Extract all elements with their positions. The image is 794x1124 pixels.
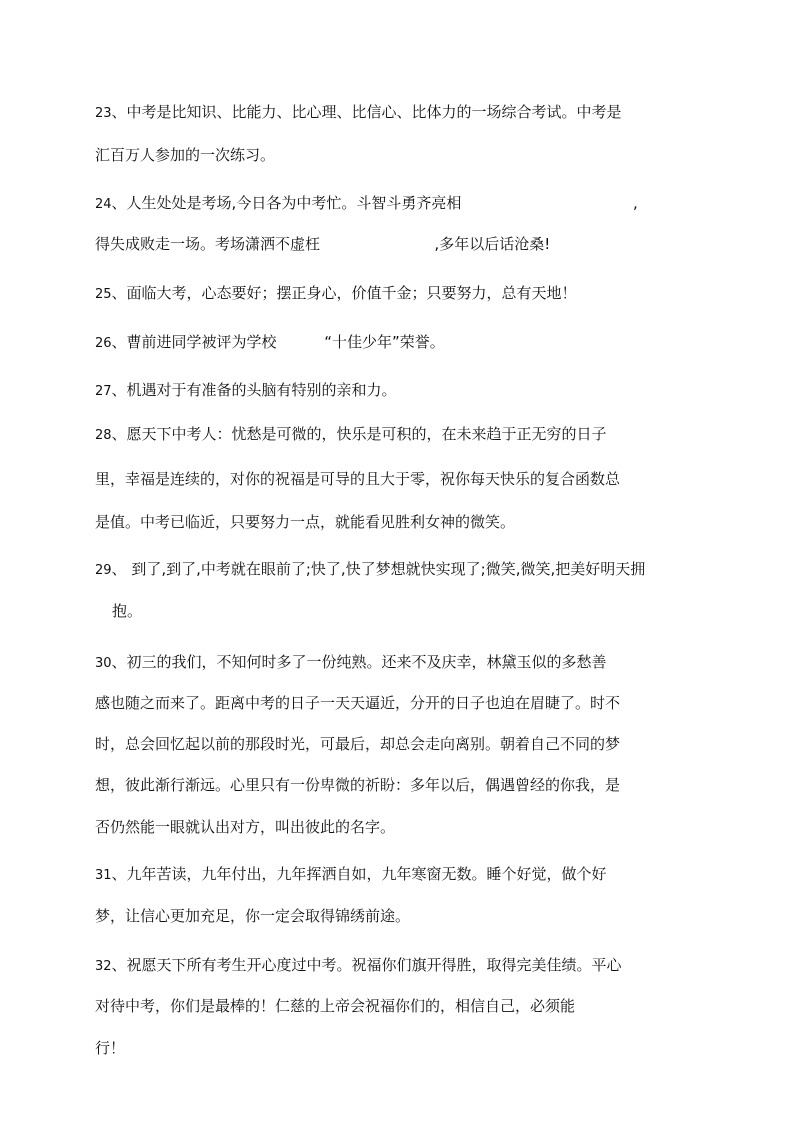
line-text: 对待中考，你们是最棒的！仁慈的上帝会祝福你们的，相信自己，必须能 <box>95 997 576 1015</box>
paragraph-31-line-2 <box>95 906 410 926</box>
line-text: 、九年苦读，九年付出，九年挥洒自如，九年寒窗无数。睡个好觉，做个好 <box>111 865 607 883</box>
line-text: 梦，让信心更加充足，你一定会取得锦绣前途。 <box>95 907 411 925</box>
item-number: 32 <box>95 959 112 974</box>
paragraph-32-line-2 <box>95 996 575 1016</box>
line-text: 、 到了,到了,中考就在眼前了;快了,快了梦想就快实现了;微笑,微笑,把美好明天拥 <box>111 560 646 578</box>
line-text: 感也随之而来了。距离中考的日子一天天逼近，分开的日子也迫在眉睫了。时不 <box>95 694 621 712</box>
paragraph-24-line-2 <box>95 234 550 254</box>
line-text: 、愿天下中考人：忧愁是可微的，快乐是可积的，在未来趋于正无穷的日子 <box>111 425 607 443</box>
paragraph-24-line-1 <box>95 193 638 215</box>
paragraph-27-line-1 <box>95 380 397 402</box>
line-text: 、初三的我们，不知何时多了一份纯熟。还来不及庆幸，林黛玉似的多愁善 <box>111 653 607 671</box>
line-text: 抱。 <box>112 602 143 620</box>
line-text: 想，彼此渐行渐远。心里只有一份卑微的祈盼：多年以后，偶遇曾经的你我，是 <box>95 776 621 794</box>
paragraph-25-line-1 <box>95 283 577 305</box>
paragraph-28-line-3 <box>95 512 515 532</box>
item-number: 24 <box>95 197 112 212</box>
paragraph-30-line-1 <box>95 652 607 674</box>
paragraph-30-line-5 <box>95 817 395 837</box>
item-number: 25 <box>95 287 112 302</box>
line-text: 否仍然能一眼就认出对方，叫出彼此的名字。 <box>95 818 396 836</box>
paragraph-28-line-2 <box>95 469 620 489</box>
line-text: 、人生处处是考场,今日各为中考忙。斗智斗勇齐亮相 , <box>111 194 638 212</box>
item-number: 29 <box>95 563 112 578</box>
paragraph-23-line-1 <box>95 102 622 124</box>
line-text: 时，总会回忆起以前的那段时光，可最后，却总会走向离别。朝着自己不同的梦 <box>95 735 621 753</box>
paragraph-29-line-1 <box>95 559 645 581</box>
item-number: 27 <box>95 384 112 399</box>
line-text: 汇百万人参加的一次练习。 <box>95 146 276 164</box>
paragraph-32-line-1 <box>95 955 622 977</box>
line-text: 、曹前进同学被评为学校 “十佳少年”荣誉。 <box>111 333 445 351</box>
line-text: 得失成败走一场。考场潇洒不虚枉 ,多年以后话沧桑! <box>95 235 551 253</box>
paragraph-30-line-4 <box>95 775 620 795</box>
paragraph-30-line-2 <box>95 693 620 713</box>
paragraph-26-line-1 <box>95 332 445 354</box>
paragraph-29-line-2 <box>112 601 142 621</box>
line-text: 、祝愿天下所有考生开心度过中考。祝福你们旗开得胜，取得完美佳绩。平心 <box>111 956 622 974</box>
item-number: 31 <box>95 868 112 883</box>
line-text: 、机遇对于有准备的头脑有特别的亲和力。 <box>111 381 397 399</box>
paragraph-23-line-2 <box>95 145 275 165</box>
paragraph-30-line-3 <box>95 734 620 754</box>
paragraph-32-line-3 <box>95 1038 125 1058</box>
item-number: 30 <box>95 656 112 671</box>
line-text: 是值。中考已临近，只要努力一点，就能看见胜利女神的微笑。 <box>95 513 516 531</box>
line-text: 、中考是比知识、比能力、比心理、比信心、比体力的一场综合考试。中考是 <box>111 103 622 121</box>
line-text: 里，幸福是连续的，对你的祝福是可导的且大于零，祝你每天快乐的复合函数总 <box>95 470 621 488</box>
item-number: 23 <box>95 106 112 121</box>
line-text: 、面临大考，心态要好；摆正身心，价值千金；只要努力，总有天地！ <box>111 284 577 302</box>
item-number: 26 <box>95 336 112 351</box>
paragraph-28-line-1 <box>95 424 607 446</box>
item-number: 28 <box>95 428 112 443</box>
line-text: 行！ <box>95 1039 126 1057</box>
paragraph-31-line-1 <box>95 864 607 886</box>
